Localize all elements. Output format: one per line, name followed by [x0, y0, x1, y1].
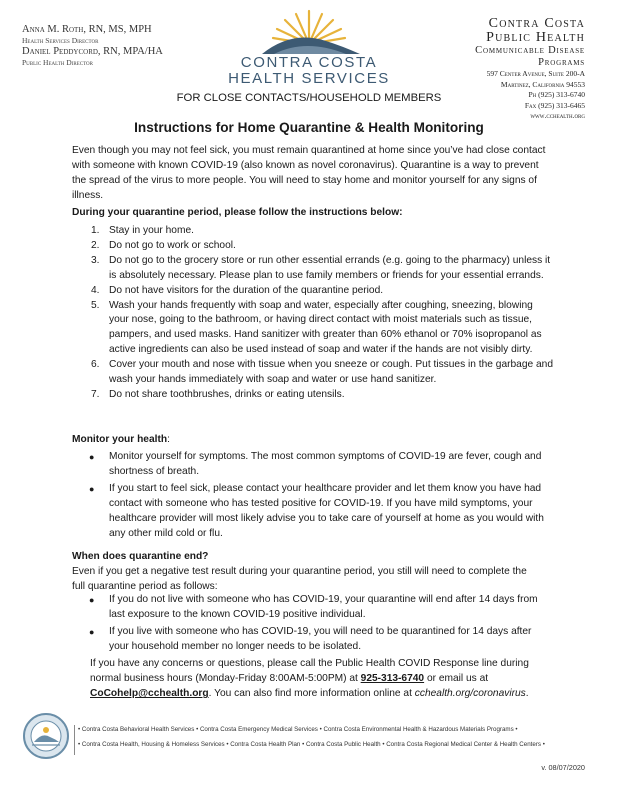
list-item: 1. Stay in your home. [91, 225, 194, 236]
monitor-health-list [89, 450, 554, 541]
org-name-line2: Public Health [486, 30, 585, 45]
list-item: ● If you start to feel sick, please contact your healthcare provider and let them know you have had contact with someone who has tested positive for COVID-19. If you have mild symptoms, your healthcare provider will most likely advise you to take care of yourself at home as you would with any other mild cold or flu. [89, 482, 544, 539]
sun-mountain-icon [214, 8, 404, 56]
website: www.cchealth.org [530, 111, 585, 120]
contact-paragraph: If you have any concerns or questions, please call the Public Health COVID Response line during normal business hours (Monday-Friday 8:00AM-5:00PM) at 925-313-6740 or email us at CoCohelp@cchealth.org. You can also find more information online at cchealth.org/coronavirus. [90, 658, 529, 700]
cchs-logo [214, 8, 404, 88]
director-role: Health Services Director [22, 36, 99, 45]
phone-link[interactable]: 925-313-6740 [360, 673, 425, 685]
quarantine-end-intro: Even if you get a negative test result during your quarantine period, you still will need to complete the full quarantine period as follows: [72, 566, 527, 593]
monitor-health-heading: Monitor your health: [72, 434, 170, 445]
audience-subtitle: FOR CLOSE CONTACTS/HOUSEHOLD MEMBERS [176, 92, 442, 104]
footer-line1: • Contra Costa Behavioral Health Services • Contra Costa Emergency Medical Services • Contra Costa Environmental Health & Hazardous Materials Programs • [78, 726, 518, 733]
list-item: ● If you live with someone who has COVID-19, you will need to be quarantined for 14 days after your household member no longer needs to be isolated. [89, 625, 532, 652]
page-title: Instructions for Home Quarantine & Health Monitoring [134, 120, 484, 135]
org-name-line1: Contra Costa [488, 16, 585, 31]
public-health-director-role: Public Health Director [22, 58, 93, 67]
quarantine-end-heading: When does quarantine end? [72, 551, 209, 562]
bullet-icon: ● [89, 595, 95, 605]
program-line2: Programs [538, 57, 585, 68]
intro-paragraph: Even though you may not feel sick, you must remain quarantined at home since you’ve had close contact with someone with known COVID-19 (also known as novel coronavirus). Quarantine is a way to prevent the spread of the virus to more people. You will need to stay home and monitor yourself for any signs of illness. [72, 145, 546, 202]
header-left [22, 24, 222, 68]
list-item: ● If you do not live with someone who has COVID-19, your quarantine will end after 14 days from last exposure to the known COVID-19 positive individual. [89, 594, 538, 620]
logo-line1: CONTRA COSTA [240, 54, 378, 71]
list-item: 6. Cover your mouth and nose with tissue when you sneeze or cough. Put tissues in the garbage and wash your hands immediately with soap and water or use hand sanitizer. [91, 359, 553, 386]
header-right [400, 17, 585, 122]
list-item: 5. Wash your hands frequently with soap and water, especially after coughing, sneezing, blowing your nose, going to the bathroom, or having direct contact with moist materials such as tissue, pampers, and used masks. Hand sanitizer with greater than 60% ethanol or 70% isopropanol as active ingredients can also be used instead of soap and water if the hands are not visibly dirty. [91, 299, 542, 356]
bullet-icon: ● [89, 452, 95, 462]
quarantine-instructions-heading: During your quarantine period, please follow the instructions below: [72, 207, 403, 218]
footer-rule [74, 725, 75, 755]
fax: Fax (925) 313-6465 [524, 100, 585, 110]
bullet-icon: ● [89, 626, 95, 637]
phone: Ph (925) 313-6740 [528, 90, 585, 99]
list-item: 3. Do not go to the grocery store or run other essential errands (e.g. going to the pharmacy) unless it is absolutely necessary. Please plan to use family members or friends for your essential errands. [91, 254, 551, 281]
address-line2: Martinez, California 94553 [500, 79, 585, 89]
website-link[interactable]: cchealth.org/coronavirus [414, 688, 526, 700]
quarantine-end-list [89, 593, 554, 655]
public-health-director-name: Daniel Peddycord, RN, MPA/HA [22, 46, 163, 57]
list-item: ● Monitor yourself for symptoms. The most common symptoms of COVID-19 are fever, cough and shortness of breath. [89, 451, 542, 477]
email-link[interactable]: CoCohelp@cchealth.org [90, 688, 209, 700]
logo-line2: HEALTH SERVICES [228, 70, 390, 87]
county-seal-icon [22, 712, 70, 760]
footer-line2: • Contra Costa Health, Housing & Homeless Services • Contra Costa Health Plan • Contra Costa Public Health • Contra Costa Regional Medical Center & Health Centers • [78, 741, 545, 748]
quarantine-instructions-list [91, 224, 554, 403]
list-item: 2. Do not go to work or school. [91, 239, 236, 251]
bullet-icon: ● [89, 483, 95, 494]
program-line1: Communicable Disease [475, 45, 585, 56]
address-line1: 597 Center Avenue, Suite 200-A [486, 69, 585, 78]
version-label: v. 08/07/2020 [541, 763, 585, 772]
director-name: Anna M. Roth, RN, MS, MPH [22, 24, 152, 35]
list-item: 7. Do not share toothbrushes, drinks or eating utensils. [91, 388, 345, 400]
list-item: 4. Do not have visitors for the duration of the quarantine period. [91, 284, 384, 296]
